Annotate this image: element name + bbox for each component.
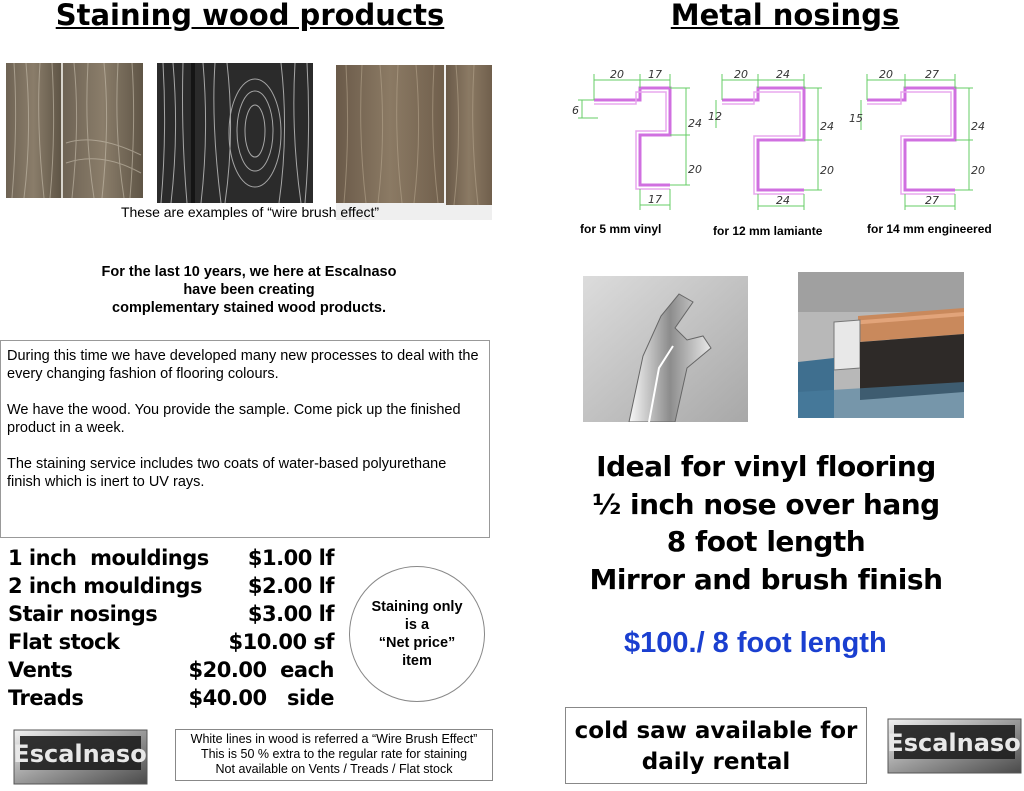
- price-item-value: $20.00 each: [188, 658, 334, 682]
- diagram-12mm: [708, 68, 834, 210]
- wood-photo-3: [336, 65, 492, 220]
- escalnaso-logo: [12, 728, 149, 786]
- wood-photo-1: [6, 63, 143, 198]
- price-item-value: $40.00 side: [188, 686, 334, 710]
- metal-nosing-photo-2: [798, 272, 964, 418]
- intro-line: complementary stained wood products.: [112, 300, 386, 316]
- price-row: [8, 630, 334, 658]
- dimension-label: 20: [610, 68, 624, 81]
- feature-line: 8 foot length: [666, 525, 866, 558]
- diagram-14mm: [849, 68, 985, 210]
- dimension-label: 27: [925, 68, 939, 81]
- wire-brush-note: [175, 729, 493, 781]
- info-paragraph: During this time we have developed many new processes to deal with the every changing fashion of flooring colours.: [7, 348, 479, 382]
- dimension-label: 17: [648, 68, 662, 81]
- dimension-label: 20: [820, 164, 834, 177]
- features-list: [576, 448, 956, 598]
- dimension-label: 20: [971, 164, 985, 177]
- dimension-label: 17: [648, 193, 662, 206]
- metal-nosing-photo-1: [583, 276, 748, 422]
- price-item-name: Flat stock: [8, 630, 120, 654]
- diagram-caption: for 14 mm engineered: [867, 222, 992, 236]
- rental-line: cold saw available for: [574, 718, 858, 744]
- price-item-name: Stair nosings: [8, 602, 158, 626]
- price-item-name: 2 inch mouldings: [8, 574, 202, 598]
- logo-text: Escalnaso: [887, 729, 1021, 757]
- dimension-label: 24: [776, 68, 790, 81]
- circle-line: item: [402, 653, 432, 669]
- photo-caption: These are examples of “wire brush effect”: [120, 204, 380, 220]
- diagram-caption: for 12 mm lamiante: [713, 224, 823, 238]
- price-item-value: $2.00 lf: [247, 574, 334, 598]
- dimension-label: 24: [971, 120, 985, 133]
- feature-line: ½ inch nose over hang: [592, 487, 940, 521]
- note-line: Not available on Vents / Treads / Flat stock: [215, 762, 453, 776]
- intro-line: have been creating: [183, 282, 315, 298]
- escalnaso-logo: [886, 717, 1023, 775]
- dimension-label: 20: [688, 163, 702, 176]
- price-item-name: Treads: [8, 686, 84, 710]
- diagram-5mm: [572, 68, 702, 210]
- price-row: [8, 602, 334, 630]
- note-line: White lines in wood is referred a “Wire Brush Effect”: [190, 732, 478, 746]
- net-price-circle: [349, 566, 485, 702]
- intro-text: [40, 263, 458, 317]
- info-box: [0, 340, 490, 538]
- info-paragraph: The staining service includes two coats of water-based polyurethane finish which is inert to UV rays.: [7, 456, 447, 490]
- dimension-label: 24: [820, 120, 834, 133]
- diagram-caption: for 5 mm vinyl: [580, 222, 662, 236]
- circle-line: Staining only: [371, 599, 463, 615]
- metal-nosings-heading: Metal nosings: [670, 0, 900, 32]
- dimension-label: 6: [572, 104, 579, 117]
- staining-heading: Staining wood products: [55, 0, 445, 32]
- price-item-value: $3.00 lf: [247, 602, 334, 626]
- note-line: This is 50 % extra to the regular rate for staining: [200, 747, 468, 761]
- dimension-label: 27: [925, 194, 939, 207]
- feature-line: Ideal for vinyl flooring: [596, 450, 936, 483]
- price-row: [8, 658, 334, 686]
- price-row: [8, 546, 334, 574]
- circle-line: is a: [404, 617, 430, 633]
- nosing-price: $100./ 8 foot length: [624, 627, 887, 659]
- price-row: [8, 574, 334, 602]
- feature-line: Mirror and brush finish: [589, 562, 943, 596]
- dimension-label: 24: [776, 194, 790, 207]
- price-row: [8, 686, 334, 714]
- price-item-value: $1.00 lf: [247, 546, 334, 570]
- price-item-value: $10.00 sf: [228, 630, 334, 654]
- dimension-label: 24: [688, 117, 702, 130]
- wood-photo-2: [157, 63, 313, 203]
- nosing-diagrams: [568, 60, 1008, 220]
- rental-line: daily rental: [641, 749, 791, 775]
- price-item-name: Vents: [8, 658, 73, 682]
- price-item-name: 1 inch mouldings: [8, 546, 209, 570]
- dimension-label: 12: [708, 110, 722, 123]
- dimension-label: 20: [734, 68, 748, 81]
- dimension-label: 20: [879, 68, 893, 81]
- circle-line: “Net price”: [378, 635, 456, 651]
- logo-text: Escalnaso: [13, 740, 147, 768]
- dimension-label: 15: [849, 112, 863, 125]
- intro-line: For the last 10 years, we here at Escalnaso: [101, 264, 397, 280]
- info-paragraph: We have the wood. You provide the sample. Come pick up the finished product in a week.: [7, 402, 461, 436]
- nosing-diagrams-svg: [568, 60, 1008, 220]
- rental-box: [565, 707, 867, 784]
